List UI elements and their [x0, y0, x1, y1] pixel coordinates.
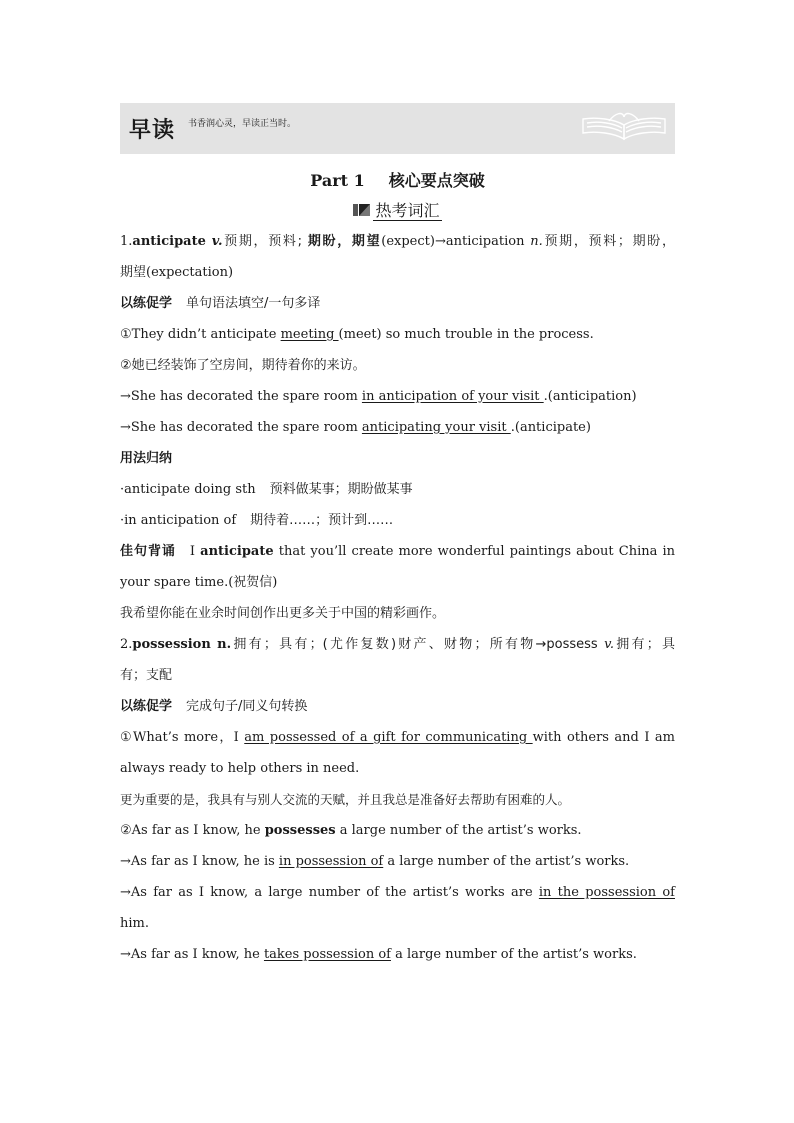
headword: anticipate — [132, 234, 206, 249]
exercise-line — [120, 412, 675, 443]
meaning: 预期，预料; — [222, 234, 302, 249]
exercise-translation: 更为重要的是，我具有与别人交流的天赋，并且我总是准备好去帮助有困难的人。 — [120, 792, 571, 807]
related-word: (expect)→anticipation — [381, 234, 525, 249]
sentence-keyword: anticipate — [200, 544, 274, 559]
exercise-text: a large number of the artist’s works. — [335, 823, 582, 838]
part-of-speech: n. — [530, 234, 543, 249]
part-title: 核心要点突破 — [388, 171, 485, 190]
part-of-speech: v. — [211, 234, 223, 249]
exercise-line-2: him. — [120, 916, 149, 931]
exercise-text: ①What’s more，I — [120, 730, 245, 745]
sentence-text: I — [189, 544, 201, 559]
usage-meaning: 预料做某事；期盼做某事 — [269, 482, 413, 497]
item-2-headword-line — [120, 629, 675, 660]
exercise-text: a large number of the artist’s works. — [390, 947, 637, 962]
exercise-line — [120, 722, 675, 753]
answer-blank: meeting — [280, 327, 339, 342]
good-sentence-label: 佳句背诵 — [120, 544, 176, 559]
practice-label: 以练促学 — [120, 699, 173, 714]
exercise-text: .(anticipation) — [543, 389, 637, 404]
morning-reading-banner — [120, 103, 675, 154]
exercise-line — [120, 846, 675, 877]
banner-title: 早读 — [129, 118, 176, 143]
meaning-bold: 期盼，期望 — [307, 234, 382, 249]
meaning: 拥有；具 — [614, 637, 675, 652]
exercise-line — [120, 381, 675, 412]
meaning: 拥有；具有；(尤作复数)财产、财物；所有物→possess — [231, 637, 598, 652]
answer-blank: in the possession of — [538, 885, 675, 900]
open-book-icon — [579, 109, 669, 149]
answer-blank: in possession of — [278, 854, 384, 869]
part-number: Part 1 — [310, 171, 365, 190]
usage-line — [120, 474, 675, 505]
usage-phrase: ·anticipate doing sth — [120, 482, 256, 497]
exercise-text: →As far as I know, a large number of the artist’s works are — [120, 885, 539, 900]
exercise-line — [120, 939, 675, 970]
section-heading — [120, 196, 675, 226]
exercise-text: →She has decorated the spare room — [120, 420, 362, 435]
exercise-text: →As far as I know, he — [120, 947, 264, 962]
exercise-line — [120, 877, 675, 908]
section-marker-icon — [353, 197, 371, 227]
meaning: 预期，预料；期盼， — [542, 234, 675, 249]
good-sentence-line-2: your spare time.(祝贺信) — [120, 575, 278, 590]
exercise-text: →She has decorated the spare room — [120, 389, 362, 404]
banner-slogan: 书香润心灵，早读正当时。 — [188, 119, 297, 129]
exercise-line — [120, 815, 675, 846]
exercise-keyword: possesses — [264, 823, 336, 838]
headword: possession — [132, 637, 211, 652]
answer-blank: takes possession of — [263, 947, 391, 962]
item-number: 1. — [120, 234, 133, 249]
practice-label: 以练促学 — [120, 296, 173, 311]
item-2-line-2: 有；支配 — [120, 668, 173, 683]
exercise-text: ②As far as I know, he — [120, 823, 265, 838]
practice-type: 单句语法填空/一句多译 — [186, 296, 321, 311]
usage-line — [120, 505, 675, 536]
practice-heading — [120, 288, 675, 319]
exercise-text: .(anticipate) — [510, 420, 591, 435]
answer-blank: anticipating your visit — [361, 420, 511, 435]
item-1-line-2: 期望(expectation) — [120, 265, 234, 280]
good-sentence-translation: 我希望你能在业余时间创作出更多关于中国的精彩画作。 — [120, 606, 446, 621]
part-of-speech: n. — [217, 637, 232, 652]
exercise-text: ①They didn’t anticipate — [120, 327, 281, 342]
exercise-line: ②她已经装饰了空房间，期待着你的来访。 — [120, 358, 366, 373]
good-sentence-line — [120, 536, 675, 567]
answer-blank: in anticipation of your visit — [361, 389, 544, 404]
answer-blank: am possessed of a gift for communicating — [244, 730, 533, 745]
item-number: 2. — [120, 637, 133, 652]
part-heading — [120, 168, 675, 194]
usage-meaning: 期待着……；预计到…… — [250, 513, 394, 528]
exercise-line-2: always ready to help others in need. — [120, 761, 360, 776]
exercise-text: (meet) so much trouble in the process. — [338, 327, 594, 342]
document-page — [120, 103, 675, 970]
practice-heading — [120, 691, 675, 722]
exercise-text: with others and I am — [532, 730, 675, 745]
usage-heading: 用法归纳 — [120, 451, 173, 466]
exercise-line — [120, 319, 675, 350]
practice-type: 完成句子/同义句转换 — [186, 699, 308, 714]
exercise-text: a large number of the artist’s works. — [383, 854, 630, 869]
usage-phrase: ·in anticipation of — [120, 513, 237, 528]
sentence-text: that you’ll create more wonderful paintings about China in — [273, 544, 675, 559]
part-of-speech: v. — [604, 637, 614, 652]
item-1-headword-line — [120, 226, 675, 257]
section-title: 热考词汇 — [375, 201, 440, 220]
exercise-text: →As far as I know, he is — [120, 854, 279, 869]
